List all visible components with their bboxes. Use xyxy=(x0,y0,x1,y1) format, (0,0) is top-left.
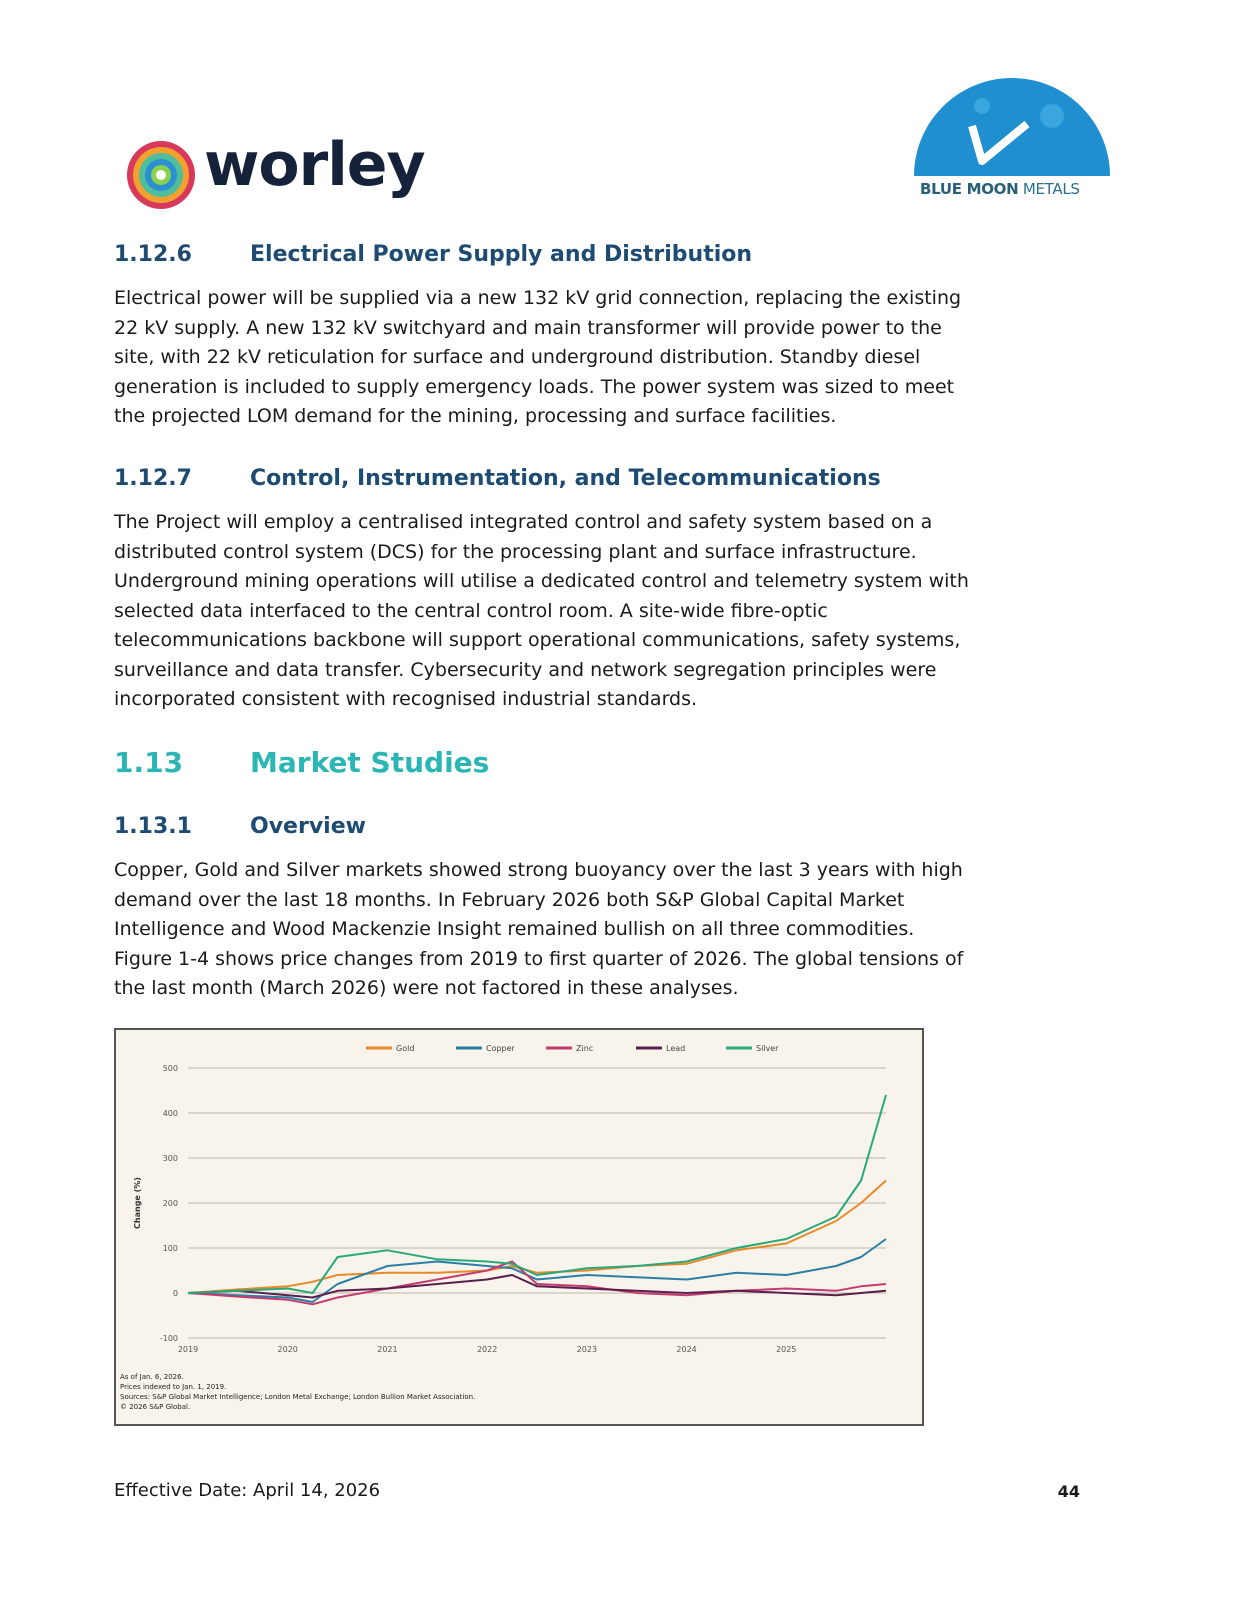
y-tick-label: 500 xyxy=(162,1064,178,1073)
section-heading-1-13: 1.13 Market Studies xyxy=(114,746,490,779)
y-tick-label: 300 xyxy=(162,1154,178,1163)
y-tick-label: -100 xyxy=(159,1334,178,1343)
chart-note: © 2026 S&P Global. xyxy=(120,1403,191,1411)
chart-note: As of Jan. 6, 2026. xyxy=(120,1373,184,1381)
price-change-figure xyxy=(114,1028,924,1426)
y-tick-label: 200 xyxy=(162,1199,178,1208)
chart-note: Sources: S&P Global Market Intelligence; London Metal Exchange; London Bullion Market Association. xyxy=(120,1393,476,1401)
y-tick-label: 100 xyxy=(162,1244,178,1253)
effective-date: Effective Date: April 14, 2026 xyxy=(114,1480,381,1501)
section-heading-1-13-1: 1.13.1 Overview xyxy=(114,814,366,839)
chart-notes xyxy=(120,1372,475,1412)
series-line-silver xyxy=(188,1095,886,1293)
x-tick-label: 2021 xyxy=(377,1345,398,1354)
x-tick-label: 2023 xyxy=(576,1345,598,1354)
section-heading-1-12-7: 1.12.7 Control, Instrumentation, and Telecommunications xyxy=(114,466,881,491)
legend-label: Copper xyxy=(486,1044,515,1053)
blue-moon-wordmark: BLUE MOON METALS xyxy=(920,180,1080,198)
legend-label: Silver xyxy=(756,1044,779,1053)
y-axis-label: Change (%) xyxy=(133,1177,142,1229)
legend-label: Zinc xyxy=(576,1044,594,1053)
paragraph-electrical-power: Electrical power will be supplied via a new 132 kV grid connection, replacing the existing 22 kV supply. A new 132 kV switchyard and main transformer will provide power to the site, with 22 kV reticulation for surface and underground distribution. Standby diesel generation is included to supply emergency loads. The power system was sized to meet the projected LOM demand for the mining, processing and surface facilities. xyxy=(114,287,962,427)
x-tick-label: 2025 xyxy=(776,1345,797,1354)
x-tick-label: 2019 xyxy=(177,1345,199,1354)
worley-logo xyxy=(124,130,434,214)
worley-swirl-icon xyxy=(124,138,198,212)
x-tick-label: 2022 xyxy=(476,1345,498,1354)
page-number: 44 xyxy=(1057,1482,1080,1501)
worley-wordmark: worley xyxy=(204,130,425,200)
legend-label: Gold xyxy=(396,1044,415,1053)
chart-note: Prices indexed to Jan. 1, 2019. xyxy=(120,1383,227,1391)
section-heading-1-12-6: 1.12.6 Electrical Power Supply and Distribution xyxy=(114,242,753,267)
x-tick-label: 2024 xyxy=(676,1345,697,1354)
x-tick-label: 2020 xyxy=(277,1345,298,1354)
series-line-gold xyxy=(188,1181,886,1294)
paragraph-market-overview: Copper, Gold and Silver markets showed strong buoyancy over the last 3 years with high demand over the last 18 months. In February 2026 both S&P Global Capital Market Intelligence and Wood Mackenzie Insight remained bullish on all three commodities. Figure 1-4 shows price changes from 2019 to first quarter of 2026. The global tensions of the last month (March 2026) were not factored in these analyses. xyxy=(114,859,964,999)
price-change-chart xyxy=(116,1030,922,1370)
paragraph-control-instrumentation: The Project will employ a centralised integrated control and safety system based on a distributed control system (DCS) for the processing plant and surface infrastructure. Underground mining operations will utilise a dedicated control and telemetry system with selected data interfaced to the central control room. A site-wide fibre-optic telecommunications backbone will support operational communications, safety systems, surveillance and data transfer. Cybersecurity and network segregation principles were incorporated consistent with recognised industrial standards. xyxy=(114,511,969,710)
blue-moon-metals-logo xyxy=(912,76,1112,206)
legend-label: Lead xyxy=(666,1044,686,1053)
y-tick-label: 400 xyxy=(162,1109,178,1118)
y-tick-label: 0 xyxy=(172,1289,178,1298)
blue-moon-icon xyxy=(912,76,1112,176)
